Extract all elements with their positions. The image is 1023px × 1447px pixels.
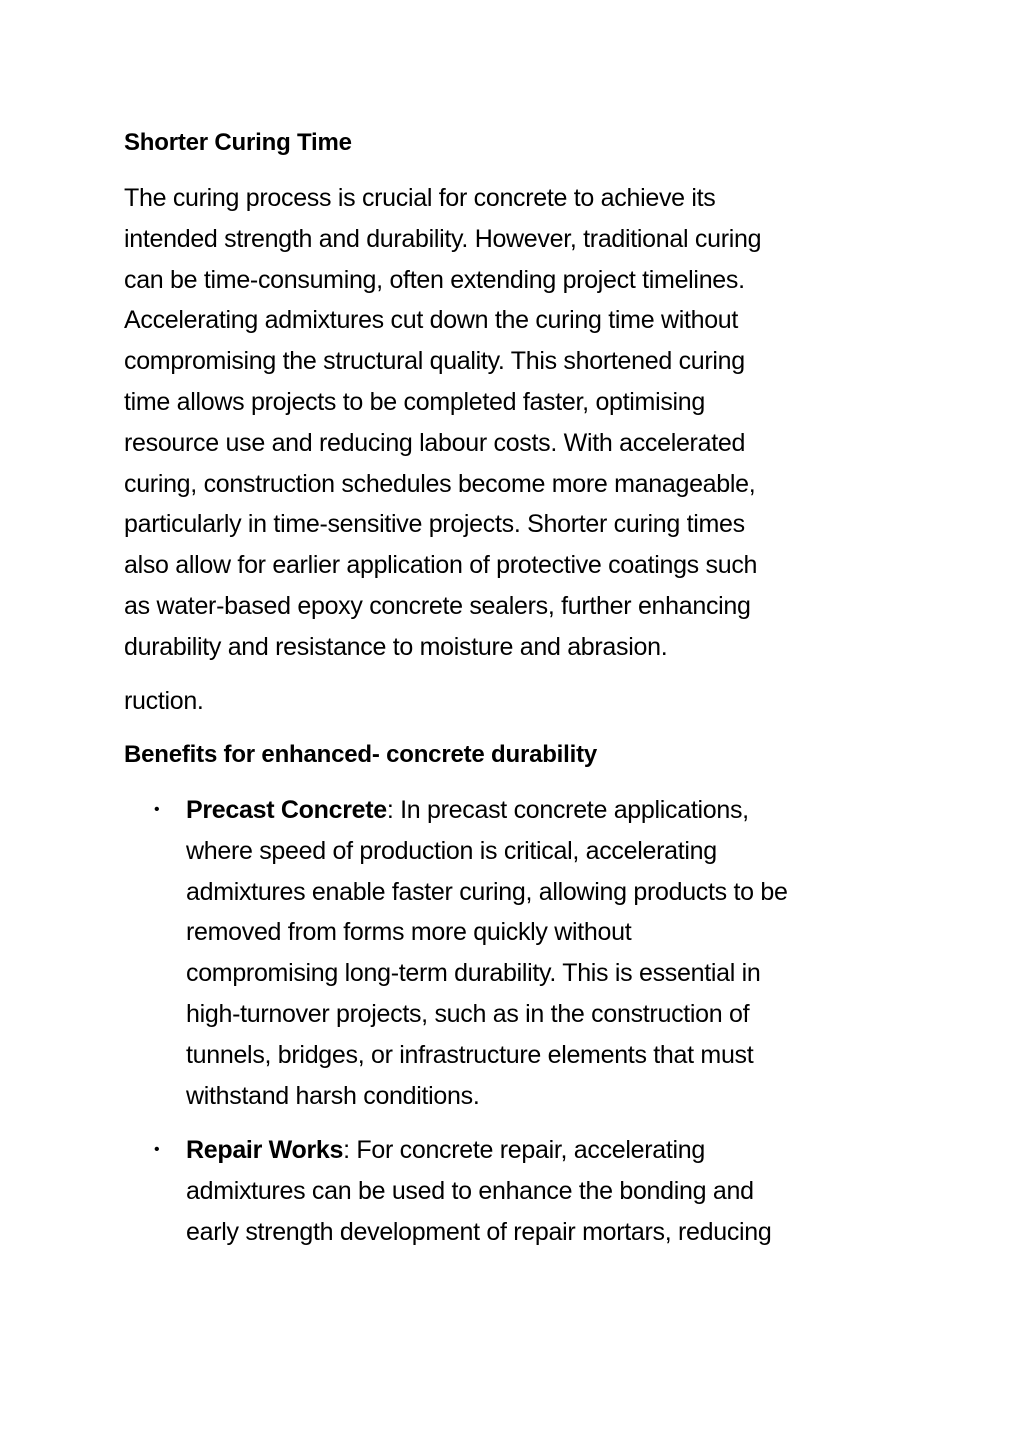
paragraph-line: particularly in time-sensitive projects. Shorter curing times <box>124 510 745 539</box>
list-item-first-line <box>186 790 906 831</box>
paragraph-fragment <box>124 681 894 722</box>
bullet-marker: • <box>154 801 160 818</box>
bullet-marker: • <box>154 1141 160 1158</box>
list-item-text <box>186 790 906 1116</box>
paragraph-line: as water-based epoxy concrete sealers, further enhancing <box>124 591 751 620</box>
list-item-text <box>186 1130 906 1252</box>
paragraph-line: resource use and reducing labour costs. With accelerated <box>124 428 746 457</box>
paragraph-curing-process <box>124 178 894 668</box>
list-item-line: tunnels, bridges, or infrastructure elements that must <box>186 1040 754 1069</box>
list-item-first-line <box>186 1130 906 1171</box>
list-item-first-line-rest: : In precast concrete applications, <box>386 796 749 824</box>
list-item-line: admixtures enable faster curing, allowing products to be <box>186 877 788 906</box>
list-item-line: early strength development of repair mortars, reducing <box>186 1217 772 1246</box>
paragraph-line: Accelerating admixtures cut down the curing time without <box>124 306 739 335</box>
list-item-title: Precast Concrete <box>186 796 387 824</box>
fragment-text: ruction. <box>124 687 204 715</box>
list-item-line: high-turnover projects, such as in the construction of <box>186 999 750 1028</box>
list-item-line: removed from forms more quickly without <box>186 918 632 947</box>
list-item-title: Repair Works <box>186 1136 344 1164</box>
section-heading-benefits: Benefits for enhanced- concrete durability <box>124 741 598 768</box>
list-item-line: admixtures can be used to enhance the bonding and <box>186 1176 754 1205</box>
paragraph-line: compromising the structural quality. This shortened curing <box>124 347 745 376</box>
paragraph-line: The curing process is crucial for concrete to achieve its <box>124 184 716 212</box>
section-heading-shorter-curing-time: Shorter Curing Time <box>124 129 352 156</box>
paragraph-line: durability and resistance to moisture and abrasion. <box>124 632 668 661</box>
list-item-line: withstand harsh conditions. <box>186 1081 480 1110</box>
paragraph-line: intended strength and durability. However, traditional curing <box>124 224 762 253</box>
list-item-line: where speed of production is critical, accelerating <box>186 836 717 865</box>
list-item-line: compromising long-term durability. This is essential in <box>186 959 761 988</box>
paragraph-line: curing, construction schedules become more manageable, <box>124 469 756 498</box>
paragraph-line: time allows projects to be completed faster, optimising <box>124 387 705 416</box>
paragraph-line: can be time-consuming, often extending project timelines. <box>124 265 745 294</box>
list-item-first-line-rest: : For concrete repair, accelerating <box>343 1136 706 1164</box>
paragraph-line: also allow for earlier application of protective coatings such <box>124 551 758 580</box>
